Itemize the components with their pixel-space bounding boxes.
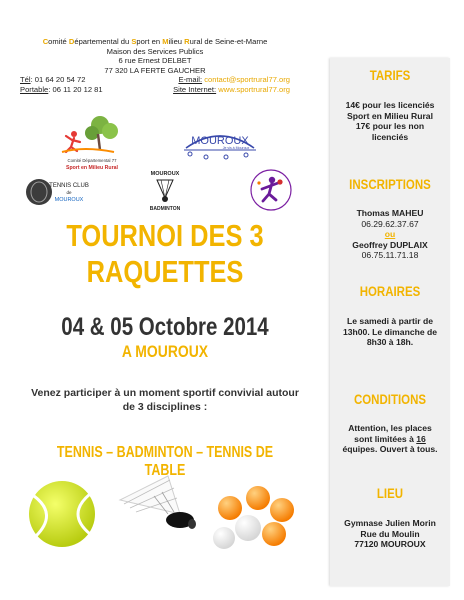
lieu-body <box>344 518 436 550</box>
site-link[interactable]: www.sportrural77.org <box>218 84 290 94</box>
contact1-phone: 06.29.62.37.67 <box>361 218 419 229</box>
team-limit: 16 <box>416 433 426 444</box>
tc-text-3: MOUROUX <box>54 197 84 203</box>
inscriptions-body <box>334 208 446 261</box>
org-header <box>20 37 290 94</box>
info-sidebar <box>330 58 450 586</box>
shuttlecock-icon <box>120 476 196 529</box>
mouroux-sub-text: Je vis à Mouroux <box>222 146 250 150</box>
email-label: E-mail: <box>178 75 203 84</box>
logos-clubs <box>25 168 315 214</box>
tel-label: Tél <box>20 75 31 84</box>
cdsmr-text-2: Sport en Milieu Rural <box>66 165 118 171</box>
tc-text-1: TENNIS CLUB <box>49 183 89 189</box>
logos-top <box>30 112 310 172</box>
event-title <box>30 218 301 290</box>
event-disciplines: TENNIS – BADMINTON – TENNIS DE TABLE <box>56 444 274 479</box>
title-line-2: RAQUETTES <box>86 254 244 289</box>
contact-row-2 <box>20 85 290 95</box>
lieu-title: LIEU <box>376 486 404 501</box>
horaires-title: HORAIRES <box>359 284 421 299</box>
org-street: 6 rue Ernest DELBET <box>118 56 192 65</box>
org-building: Maison des Services Publics <box>106 46 204 56</box>
contact1-name: Thomas MAHEU <box>356 208 424 218</box>
inscriptions-title: INSCRIPTIONS <box>349 177 431 192</box>
horaires-text: Le samedi à partir de 13h00. Le dimanche de 8h30 à 18h. <box>342 316 438 347</box>
tarif-non-licencies: 17€ pour les non licenciés <box>355 121 425 142</box>
cdsmr-logo <box>54 112 130 172</box>
bad-text-top: MOUROUX <box>150 171 180 177</box>
lieu-city: 77120 MOUROUX <box>354 539 426 549</box>
ping-pong-balls-icon <box>213 486 294 549</box>
mouroux-text: MOUROUX <box>191 135 249 147</box>
conditions-title: CONDITIONS <box>353 392 427 407</box>
badminton-club-logo <box>143 168 187 212</box>
title-line-1: TOURNOI DES 3 <box>66 218 264 253</box>
bad-text-bottom: BADMINTON <box>149 206 181 212</box>
portable-label: Portable <box>20 84 49 94</box>
event-dates: 04 & 05 Octobre 2014 <box>61 313 269 341</box>
tennis-ball-icon <box>29 481 95 547</box>
cdsmr-text-1: Comité Départemental 77 <box>67 158 117 163</box>
tarifs-body <box>342 100 438 142</box>
ou-separator: ou <box>384 229 396 239</box>
lieu-street: Rue du Moulin <box>360 528 420 539</box>
conditions-text: Attention, les places sont limitées à 16 équipes. Ouvert à tous. <box>342 423 438 454</box>
org-name: Comité Départemental du Sport en Milieu Rural de Seine-et-Marne <box>42 37 268 46</box>
contact2-phone: 06.75.11.71.18 <box>361 250 419 260</box>
lieu-gym: Gymnase Julien Morin <box>344 518 436 528</box>
sports-balls-image <box>20 470 320 560</box>
event-intro: Venez participer à un moment sportif convivial autour de 3 disciplines : <box>31 387 299 413</box>
section-tarifs <box>330 68 450 83</box>
portable-value: : 06 11 20 12 81 <box>48 84 103 94</box>
event-place: A MOUROUX <box>121 342 209 361</box>
site-label: Site Internet: <box>173 84 217 94</box>
tc-text-2: de <box>66 190 72 195</box>
email-link[interactable]: contact@sportrural77.org <box>204 75 290 84</box>
tel-value: : 01 64 20 54 72 <box>30 75 86 84</box>
tarif-licencies: 14€ pour les licenciés Sport en Milieu Rural <box>345 100 435 121</box>
tennis-club-logo <box>25 176 105 208</box>
table-tennis-logo <box>249 168 293 212</box>
mouroux-logo <box>180 124 260 162</box>
tarifs-title: TARIFS <box>369 68 411 83</box>
contact-row-1 <box>20 75 290 85</box>
contact2-name: Geoffrey DUPLAIX <box>352 239 428 250</box>
org-city: 77 320 LA FERTE GAUCHER <box>104 65 206 75</box>
